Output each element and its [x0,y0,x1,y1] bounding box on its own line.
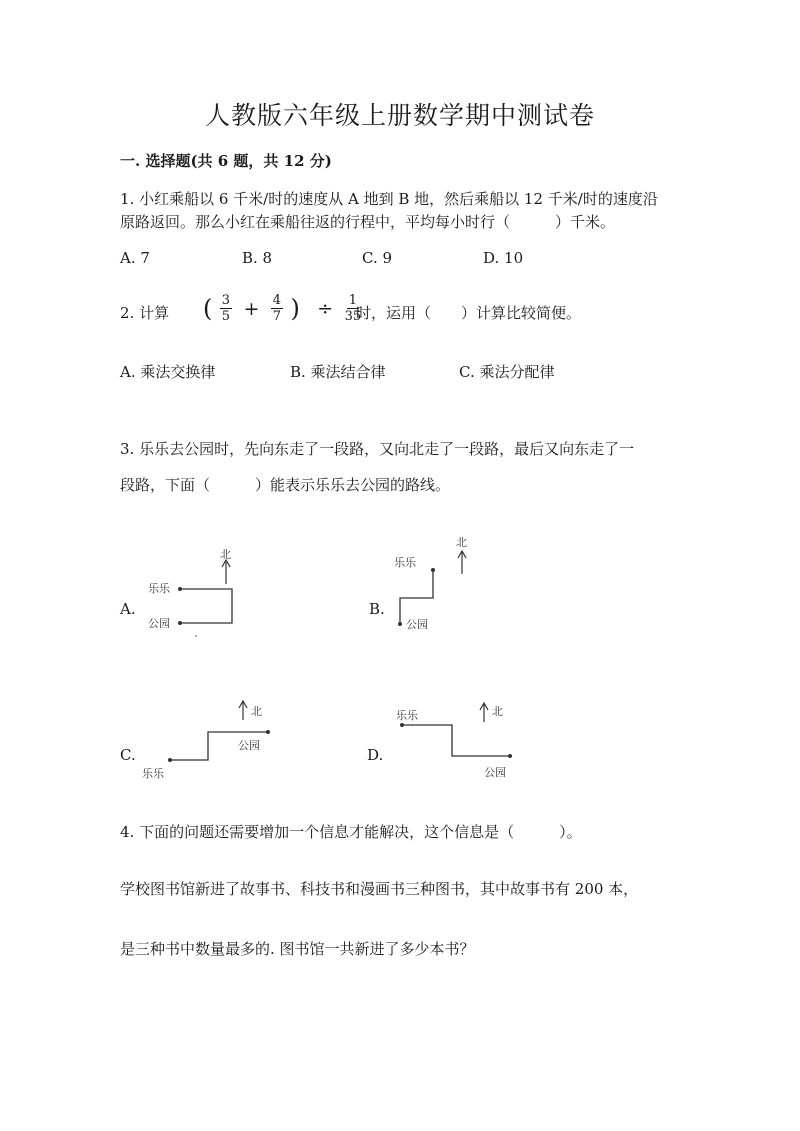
question-2-option-a: A. 乘法交换律 [120,363,216,381]
fraction-numerator: 3 [221,293,231,308]
end-point [266,730,270,734]
route-diagram-a [140,540,250,640]
question-1-option-c: C. 9 [362,249,393,267]
question-2-suffix: 时，运用（ ）计算比较简便。 [356,304,582,322]
north-label: 北 [456,536,467,549]
section-heading: 一. 选择题(共 6 题，共 12 分) [120,152,332,170]
fraction-denominator: 7 [272,309,282,324]
route-path [400,570,433,624]
route-diagram-b [388,532,478,634]
end-point [508,754,512,758]
question-2-option-c: C. 乘法分配律 [459,363,555,381]
question-4-line-2: 学校图书馆新进了故事书、科技书和漫画书三种图书，其中故事书有 200 本， [120,880,639,898]
route-diagram-c [140,694,280,784]
fraction-4-7 [271,294,283,323]
fraction-numerator: 1 [348,293,357,308]
start-label: 乐乐 [396,709,418,722]
start-label: 乐乐 [148,582,170,595]
fraction-numerator: 4 [272,293,282,308]
left-paren: ( [203,294,213,323]
north-label: 北 [220,548,231,561]
end-point [178,621,182,625]
question-1-line-1: 1. 小红乘船以 6 千米/时的速度从 A 地到 B 地，然后乘船以 12 千米/时的速度沿 [120,190,658,208]
question-1-option-d: D. 10 [483,249,524,267]
question-3-line-1: 3. 乐乐去公园时，先向东走了一段路，又向北走了一段路，最后又向东走了一 [120,440,635,458]
question-3-option-b-label: B. [369,600,385,618]
fraction-denominator: 35 [344,309,362,324]
plus-sign: + [243,297,260,320]
route-diagram-d [388,694,528,784]
question-2-option-b: B. 乘法结合律 [290,363,386,381]
north-label: 北 [251,705,262,718]
question-3-option-a-label: A. [120,600,136,618]
start-label: 乐乐 [394,556,416,569]
question-3-option-d-label: D. [367,746,384,764]
route-path [402,725,510,756]
divide-sign: ÷ [317,297,334,320]
end-label: 公园 [406,618,428,631]
question-3-option-c-label: C. [120,746,136,764]
right-paren: ) [290,294,300,323]
question-2-prefix: 2. 计算 [120,304,170,322]
fraction-3-5 [220,294,232,323]
end-label: 公园 [484,766,506,779]
stray-dot [195,635,197,637]
north-label: 北 [492,705,503,718]
question-2-expression [203,294,363,323]
question-4-line-3: 是三种书中数量最多的. 图书馆一共新进了多少本书？ [120,940,475,958]
end-point [398,622,402,626]
end-label: 公园 [238,739,260,752]
start-label: 乐乐 [142,767,164,780]
end-label: 公园 [148,617,170,630]
question-1-option-b: B. 8 [242,249,273,267]
page-title: 人教版六年级上册数学期中测试卷 [204,101,595,130]
question-3-line-2: 段路，下面（ ）能表示乐乐去公园的路线。 [120,476,451,494]
question-1-line-2: 原路返回。那么小红在乘船往返的行程中，平均每小时行（ ）千米。 [120,213,616,231]
fraction-denominator: 5 [221,309,231,324]
route-path [180,589,232,623]
question-1-option-a: A. 7 [120,249,150,267]
question-4-line-1: 4. 下面的问题还需要增加一个信息才能解决，这个信息是（ ）。 [120,823,582,841]
